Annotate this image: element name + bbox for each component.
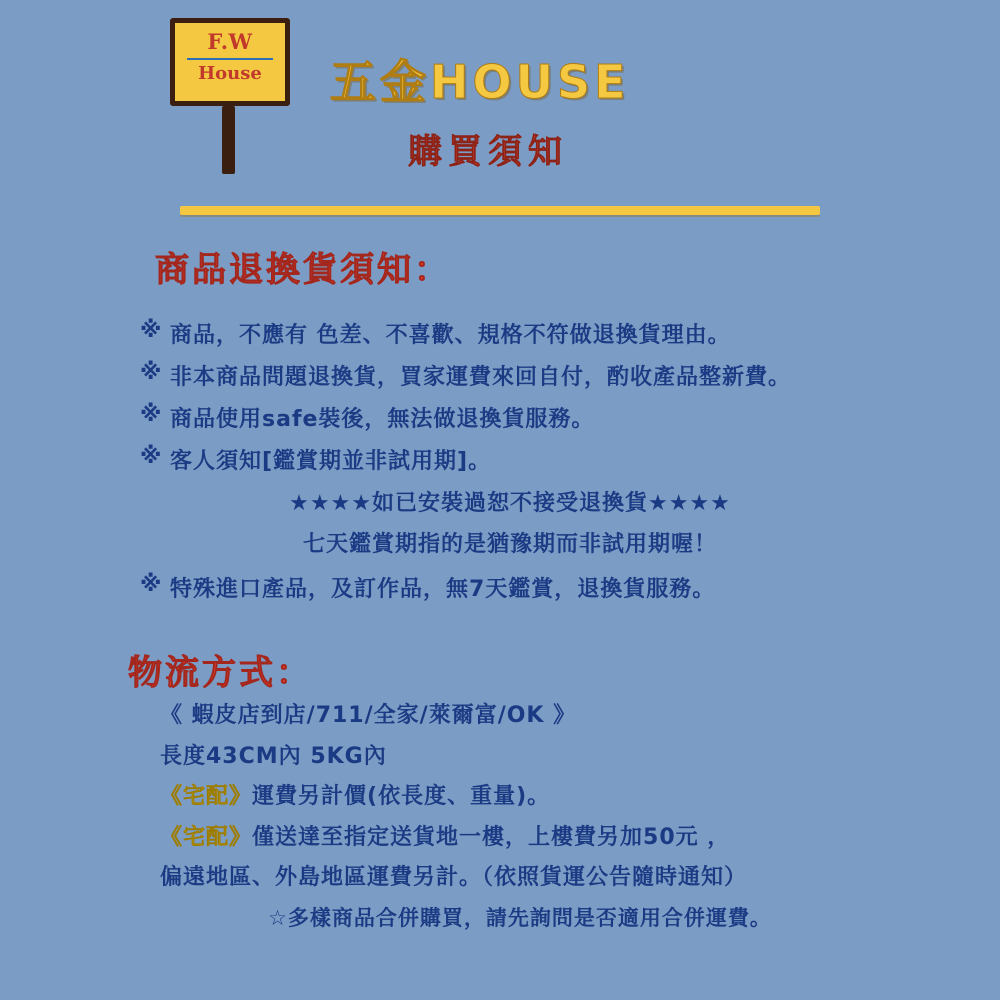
sign-house-text: House bbox=[198, 63, 262, 84]
bullet-mark-icon: ※ bbox=[140, 360, 163, 385]
star-warning-line: ★★★★如已安裝過恕不接受退換貨★★★★ bbox=[289, 491, 731, 516]
page-title: 五金HOUSE bbox=[330, 55, 630, 109]
returns-section-heading: 商品退換貨須知： bbox=[155, 250, 451, 290]
list-item-text: 偏遠地區、外島地區運費另計。（依照貨運公告隨時通知） bbox=[160, 865, 748, 890]
shipping-list bbox=[160, 702, 880, 944]
list-item-text: 運費另計價(依長度、重量)。 bbox=[252, 784, 551, 809]
shipping-footer-note: ☆多樣商品合併購買，請先詢問是否適用合併運費。 bbox=[268, 905, 772, 930]
header-divider bbox=[180, 206, 820, 215]
list-item-text: 客人須知[鑑賞期並非試用期]。 bbox=[170, 449, 492, 474]
list-item-text: 商品，不應有 色差、不喜歡、規格不符做退換貨理由。 bbox=[170, 323, 731, 348]
list-item bbox=[140, 572, 880, 603]
page-subtitle: 購買須知 bbox=[408, 132, 568, 172]
returns-bullet-list bbox=[140, 318, 880, 614]
sign-post bbox=[222, 106, 235, 174]
list-item bbox=[160, 783, 880, 811]
bullet-mark-icon: ※ bbox=[140, 318, 163, 343]
shipping-section-heading: 物流方式： bbox=[128, 653, 313, 693]
list-item bbox=[140, 360, 880, 391]
shop-sign-logo bbox=[170, 18, 295, 174]
bullet-mark-icon: ※ bbox=[140, 444, 163, 469]
sign-board bbox=[170, 18, 290, 106]
list-item-text: 僅送達至指定送貨地一樓，上樓費另加50元 ， bbox=[252, 824, 731, 850]
bullet-mark-icon: ※ bbox=[140, 572, 163, 597]
list-item-text: 非本商品問題退換貨，買家運費來回自付，酌收產品整新費。 bbox=[170, 365, 792, 390]
list-item bbox=[160, 824, 880, 852]
list-item bbox=[140, 402, 880, 433]
sign-divider bbox=[187, 58, 273, 60]
sign-fw-text: F.W bbox=[207, 29, 253, 54]
shipping-method-tag: 《宅配》 bbox=[160, 824, 253, 850]
list-item bbox=[160, 743, 880, 771]
list-item-text: 特殊進口產品，及訂作品，無7天鑑賞，退換貨服務。 bbox=[170, 577, 716, 602]
list-item bbox=[140, 444, 880, 475]
list-item bbox=[160, 864, 880, 892]
list-item-text: 長度43CM內 5KG內 bbox=[160, 743, 387, 769]
poster-header bbox=[0, 0, 1000, 190]
list-item bbox=[160, 702, 880, 730]
cooling-off-note: 七天鑑賞期指的是猶豫期而非試用期喔！ bbox=[302, 532, 717, 557]
list-item bbox=[140, 318, 880, 349]
list-item-text: 《 蝦皮店到店/711/全家/萊爾富/OK 》 bbox=[160, 703, 577, 728]
list-item-text: 商品使用safe裝後，無法做退換貨服務。 bbox=[170, 407, 595, 432]
shipping-method-tag: 《宅配》 bbox=[160, 784, 253, 809]
bullet-mark-icon: ※ bbox=[140, 402, 163, 427]
